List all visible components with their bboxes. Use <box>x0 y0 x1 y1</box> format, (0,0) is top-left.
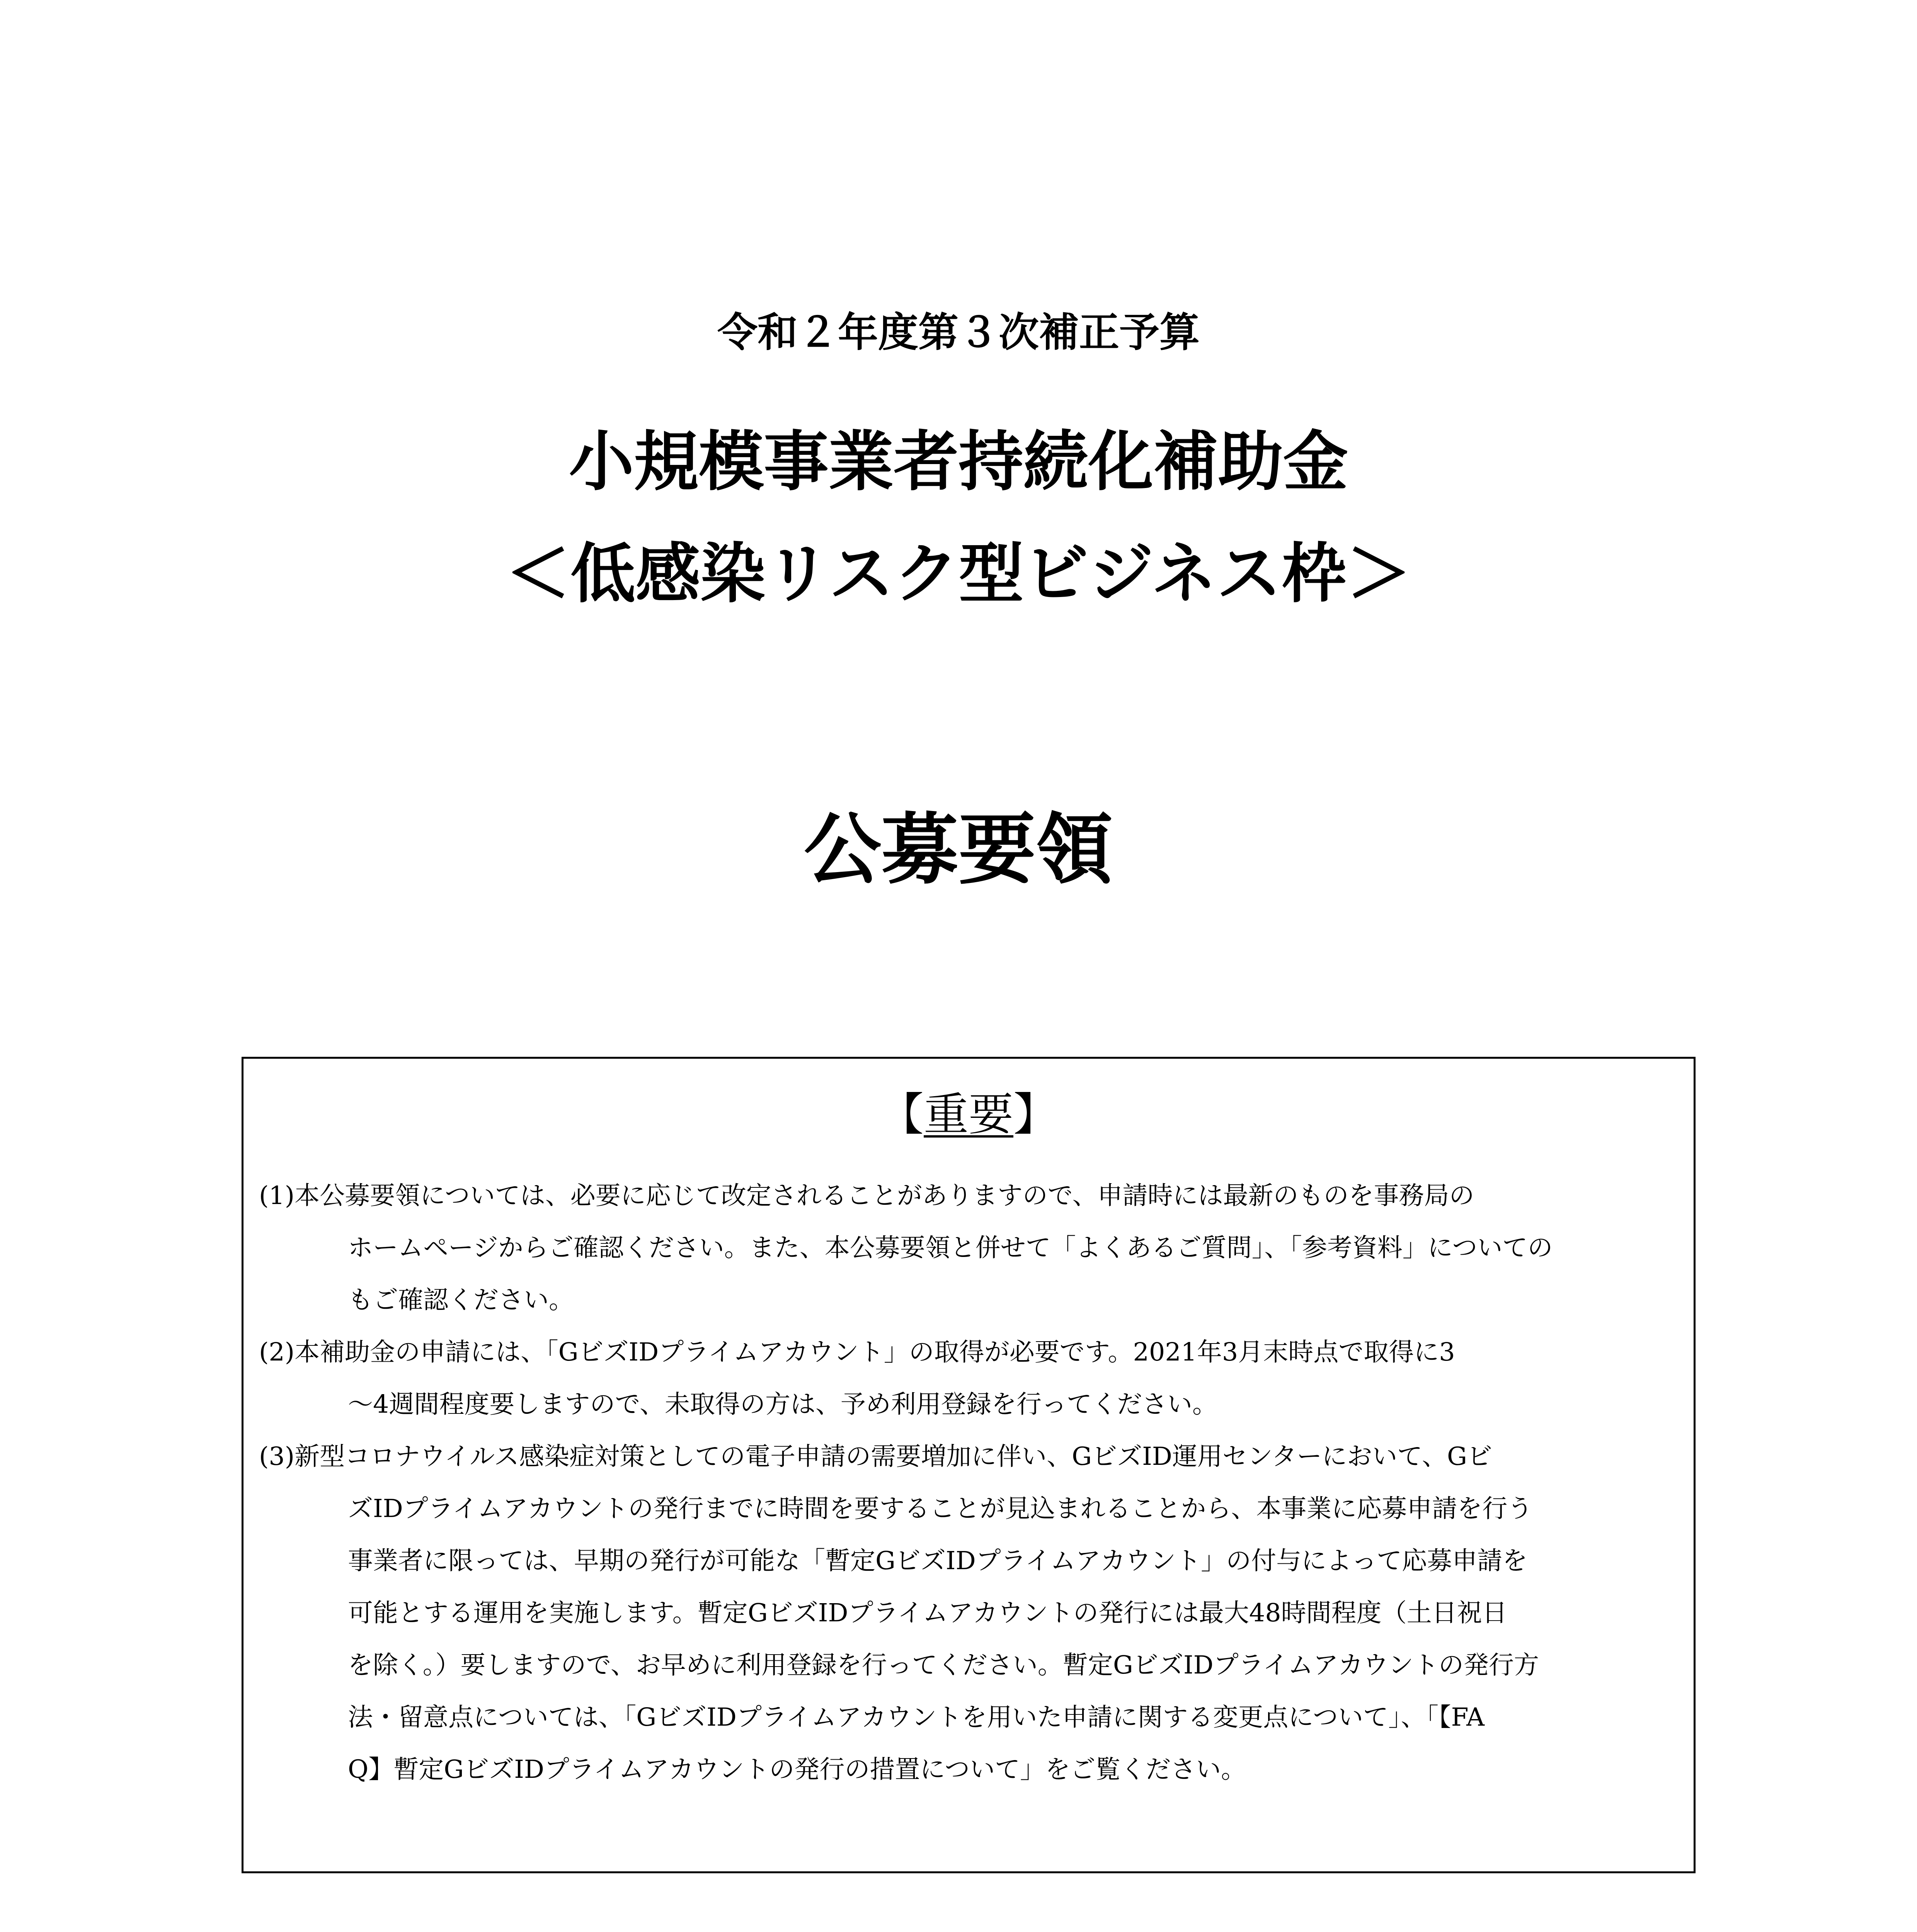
important-notice-box <box>242 1057 1696 1873</box>
notice-item-1-line-3: もご確認ください。 <box>348 1286 574 1315</box>
notice-heading-bracket-open: 【 <box>879 1088 924 1141</box>
notice-item-3-line-1: (3)新型コロナウイルス感染症対策としての電子申請の需要増加に伴い、GビズID運用センターにおいて、Gビ <box>259 1442 1492 1471</box>
notice-item-2-line-1: (2)本補助金の申請には、「GビズIDプライムアカウント」の取得が必要です。2021年3月末時点で取得に3 <box>259 1338 1455 1367</box>
document-title: 公募要領 <box>804 805 1113 895</box>
notice-heading <box>243 1086 1694 1144</box>
notice-item-3-line-2: ズIDプライムアカウントの発行までに時間を要することが見込まれることから、本事業に応募申請を行う <box>348 1494 1533 1523</box>
notice-item-1-line-2: ホームページからご確認ください。また、本公募要領と併せて「よくあるご質問」、「参考資料」についての <box>348 1233 1553 1262</box>
notice-item-3-line-3: 事業者に限っては、早期の発行が可能な「暫定GビズIDプライムアカウント」の付与によって応募申請を <box>348 1546 1528 1575</box>
notice-item-3-line-5: を除く。）要しますので、お早めに利用登録を行ってください。暫定GビズIDプライムアカウントの発行方 <box>348 1651 1539 1680</box>
notice-heading-text: 重要 <box>924 1088 1013 1141</box>
notice-item-2-line-2: ～4週間程度要しますので、未取得の方は、予め利用登録を行ってください。 <box>348 1390 1218 1419</box>
notice-item-1-line-1: (1)本公募要領については、必要に応じて改定されることがありますので、申請時には最新のものを事務局の <box>259 1181 1474 1210</box>
notice-heading-bracket-close: 】 <box>1013 1088 1058 1141</box>
program-title: 小規模事業者持続化補助金 <box>569 424 1348 500</box>
notice-item-3-line-7: Q】暫定GビズIDプライムアカウントの発行の措置について」をご覧ください。 <box>348 1755 1246 1784</box>
notice-item-3-line-4: 可能とする運用を実施します。暫定GビズIDプライムアカウントの発行には最大48時間程度（土日祝日 <box>348 1599 1507 1628</box>
program-category-title: ＜低感染リスク型ビジネス枠＞ <box>506 536 1411 612</box>
notice-item-3-line-6: 法・留意点については、「GビズIDプライムアカウントを用いた申請に関する変更点について」、「【FA <box>348 1703 1485 1732</box>
budget-subtitle: 令和２年度第３次補正予算 <box>717 309 1200 356</box>
